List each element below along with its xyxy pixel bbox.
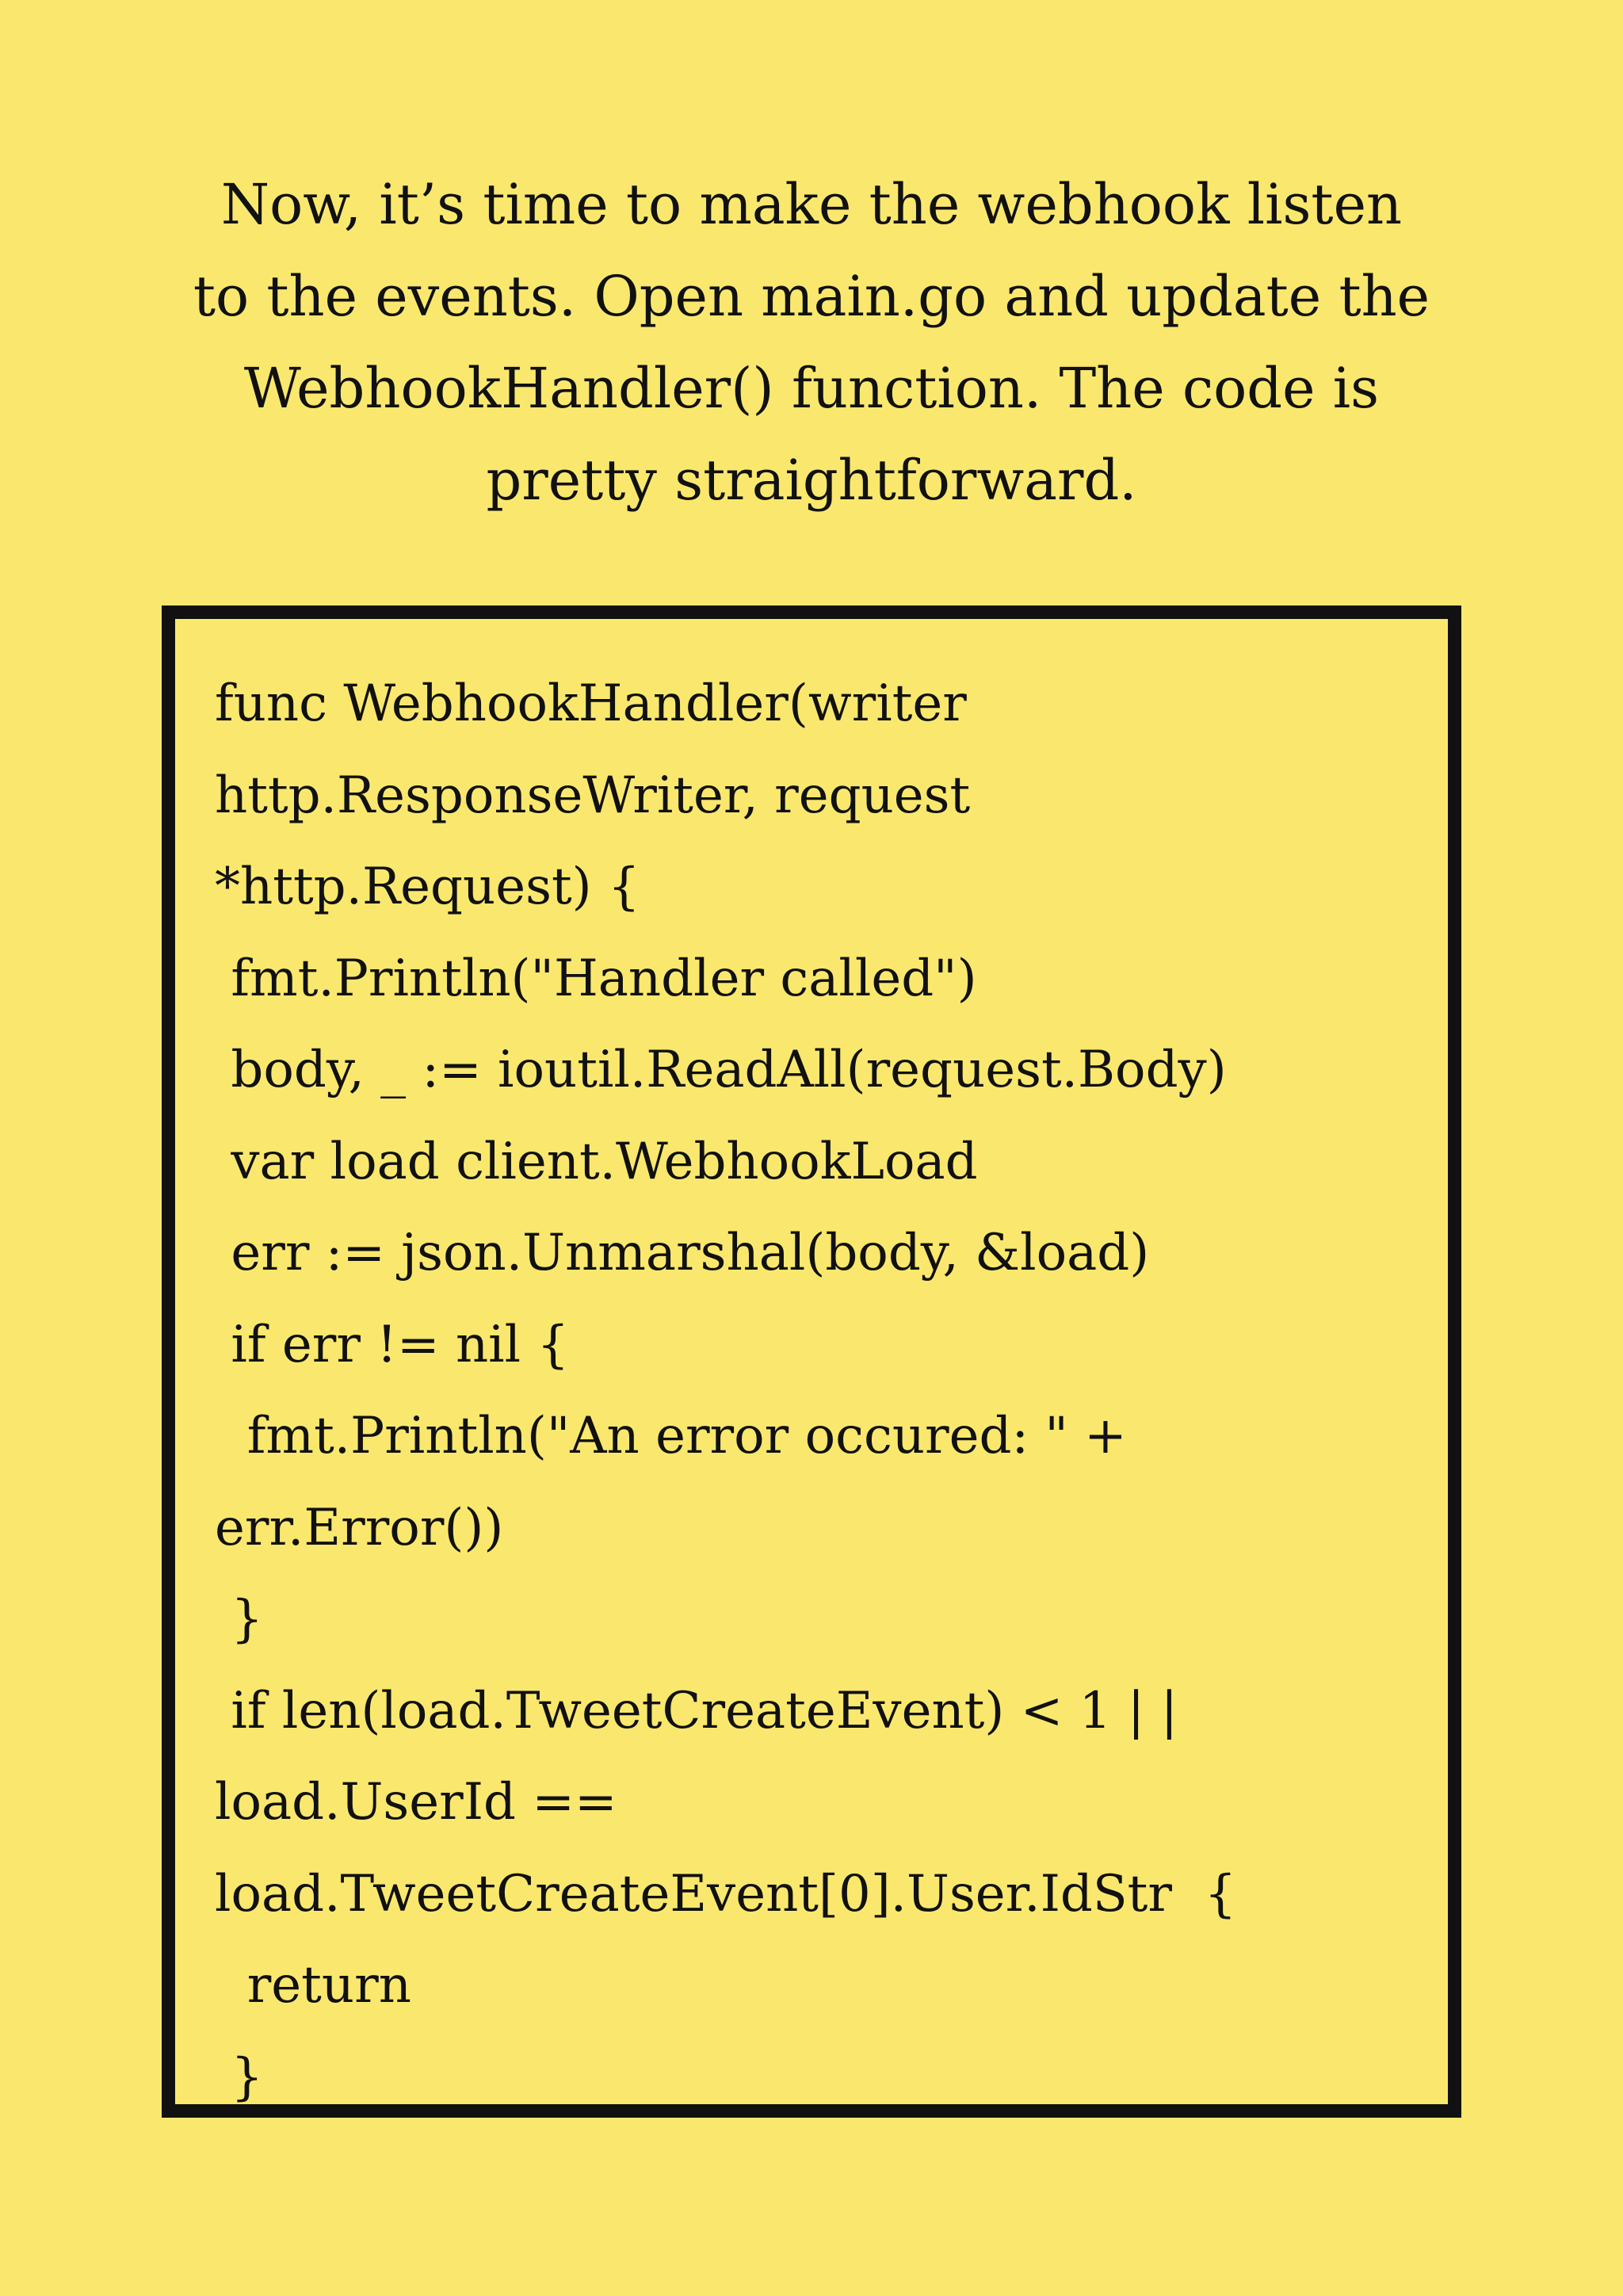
code-line: if err != nil { [215,1315,570,1374]
code-line: load.UserId == [215,1773,617,1832]
code-line: } [215,1590,264,1648]
code-line: return [215,1956,411,2015]
intro-line: to the events. Open main.go and update the [193,264,1430,329]
intro-line: WebhookHandler() function. The code is [243,356,1380,421]
code-line: err.Error()) [215,1498,504,1557]
intro-paragraph [119,159,1504,526]
code-line: body, _ := ioutil.ReadAll(request.Body) [215,1041,1227,1099]
code-lines [215,659,1236,2123]
code-line: fmt.Println("Handler called") [215,949,977,1008]
code-line: *http.Request) { [215,858,640,916]
code-line: } [215,2047,264,2107]
intro-line: pretty straightforward. [486,448,1137,513]
code-line: var load client.WebhookLoad [215,1132,978,1191]
code-line: load.TweetCreateEvent[0].User.IdStr { [215,1864,1237,1924]
code-line: http.ResponseWriter, request [215,766,971,825]
code-line: if len(load.TweetCreateEvent) < 1 | | [215,1681,1178,1740]
intro-line: Now, it’s time to make the webhook listen [220,172,1403,237]
code-line: err := json.Unmarshal(body, &load) [215,1224,1150,1282]
code-line: fmt.Println("An error occured: " + [215,1407,1127,1465]
code-line: func WebhookHandler(writer [215,674,967,733]
code-block [162,606,1461,2118]
